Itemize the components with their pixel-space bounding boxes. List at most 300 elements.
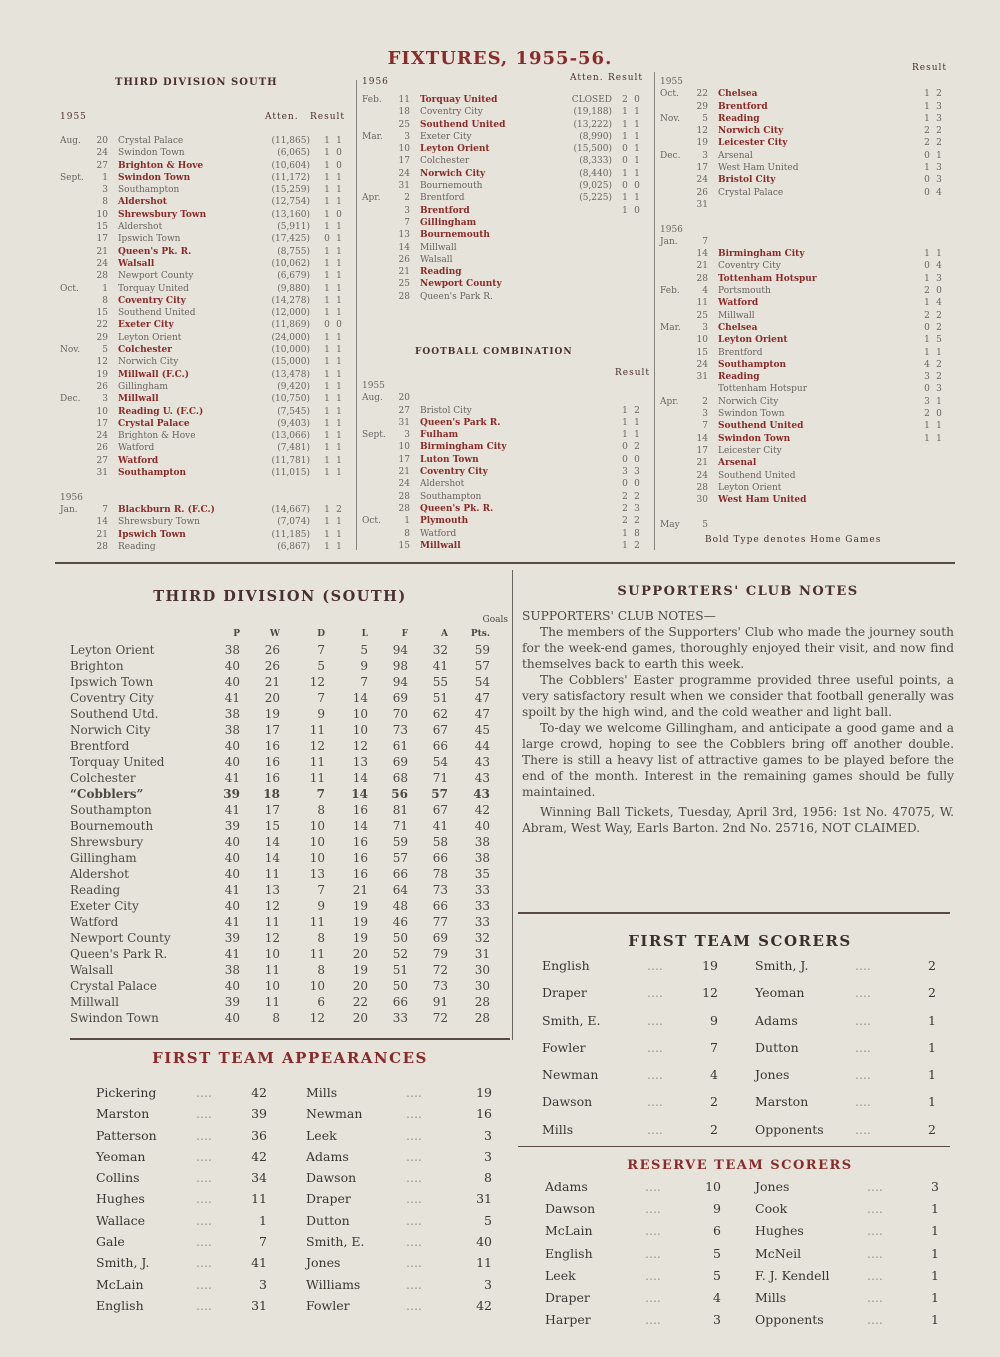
player-row — [96, 1274, 276, 1295]
fixture-result-against: 1 — [634, 131, 640, 142]
fixture-day: 30 — [696, 495, 708, 506]
fixture-month: May — [660, 519, 680, 530]
league-cell: 10 — [309, 979, 325, 993]
fixture-day: 10 — [398, 144, 410, 155]
league-cell: 10 — [352, 707, 368, 721]
fixture-day: 25 — [398, 119, 410, 130]
leader-dots: .... — [196, 1085, 212, 1100]
league-table-row — [70, 738, 500, 754]
team-name: Brighton — [70, 659, 124, 673]
fixture-row — [660, 494, 950, 506]
fixture-day: 17 — [398, 454, 410, 465]
league-header-l: L — [361, 629, 368, 639]
player-row — [542, 1007, 732, 1034]
fixture-opponent: Luton Town — [420, 454, 479, 465]
league-cell: 71 — [432, 771, 448, 785]
leader-dots: .... — [645, 1289, 661, 1305]
atten-header-2: Atten. — [570, 73, 604, 83]
fixture-day: 2 — [404, 193, 410, 204]
league-cell: 5 — [360, 643, 368, 657]
league-cell: 50 — [392, 931, 408, 945]
fixture-result-for: 1 — [924, 335, 930, 346]
appearances-left — [96, 1082, 276, 1316]
league-table-row — [70, 962, 500, 978]
fixture-day: 24 — [398, 168, 410, 179]
league-cell: 69 — [392, 691, 408, 705]
league-cell: 12 — [309, 739, 325, 753]
fixture-result-for: 1 — [324, 283, 330, 294]
fixture-result-for: 1 — [622, 193, 628, 204]
league-cell: 47 — [474, 691, 490, 705]
fixture-row — [60, 258, 350, 270]
fixtures-list-third-division-1 — [60, 135, 350, 553]
player-name: Harper — [545, 1312, 591, 1328]
player-name: Jones — [755, 1179, 790, 1194]
player-count: 31 — [251, 1297, 267, 1313]
fixture-result-against: 2 — [936, 89, 942, 100]
league-cell: 12 — [309, 675, 325, 689]
player-count: 1 — [259, 1212, 267, 1228]
league-cell: 38 — [224, 723, 240, 737]
fixture-result-for: 0 — [622, 181, 628, 192]
fixture-result-against: 1 — [936, 421, 942, 432]
fixture-row — [60, 406, 350, 418]
team-name: Coventry City — [70, 691, 154, 705]
player-count: 3 — [931, 1179, 939, 1194]
fixture-day: 10 — [96, 209, 108, 220]
fixture-row — [362, 131, 652, 143]
player-row — [755, 1061, 945, 1088]
fixture-result-for: 4 — [924, 359, 930, 370]
player-row — [306, 1210, 496, 1231]
fixture-result-against: 1 — [336, 283, 342, 294]
fixture-row — [362, 254, 652, 266]
team-name: Southampton — [70, 803, 152, 817]
fixture-opponent: Brentford — [718, 347, 763, 358]
league-table-row — [70, 770, 500, 786]
player-count: 11 — [251, 1191, 267, 1207]
player-name: Dutton — [755, 1039, 799, 1055]
league-cell: 11 — [264, 995, 280, 1009]
fixture-result-against: 1 — [336, 136, 342, 146]
fixture-result-against: 1 — [336, 394, 342, 405]
fixture-row — [660, 408, 950, 420]
league-cell: 47 — [474, 707, 490, 721]
league-cell: 67 — [432, 723, 448, 737]
player-name: Fowler — [306, 1297, 350, 1313]
fixture-row — [660, 519, 950, 531]
fixture-opponent: Arsenal — [718, 150, 753, 161]
fixture-opponent: Gillingham — [118, 381, 168, 392]
fixture-row — [660, 187, 950, 199]
first-team-scorers-title: FIRST TEAM SCORERS — [628, 932, 852, 950]
fixture-day: 14 — [96, 517, 108, 528]
fixture-attendance: (12,000) — [271, 308, 310, 319]
league-cell: 94 — [392, 643, 408, 657]
fixture-result-for: 0 — [924, 175, 930, 186]
fixture-result-for: 1 — [324, 369, 330, 380]
league-cell: 40 — [224, 851, 240, 865]
fixture-day: 7 — [702, 236, 708, 247]
league-cell: 43 — [474, 755, 490, 769]
fixture-result-for: 1 — [924, 273, 930, 284]
fixture-result-for: 1 — [324, 443, 330, 454]
fixture-opponent: Portsmouth — [718, 286, 771, 297]
player-name: Gale — [96, 1234, 125, 1250]
fixture-result-against: 2 — [634, 540, 640, 551]
fixture-result-for: 2 — [622, 95, 628, 105]
player-count: 2 — [928, 985, 936, 1001]
leader-dots: .... — [406, 1148, 422, 1164]
league-cell: 55 — [432, 675, 448, 689]
player-count: 1 — [928, 1012, 936, 1028]
league-cell: 11 — [309, 915, 325, 929]
fixture-result-against: 3 — [936, 384, 942, 395]
player-count: 2 — [928, 1121, 936, 1137]
fixture-opponent: Torquay United — [118, 283, 189, 294]
player-name: Jones — [755, 1067, 790, 1083]
fixture-result-for: 1 — [324, 172, 330, 183]
fixture-result-for: 0 — [924, 322, 930, 333]
fixture-result-for: 1 — [622, 540, 628, 551]
league-cell: 32 — [474, 931, 490, 945]
league-cell: 16 — [264, 739, 280, 753]
fixture-day: 25 — [398, 279, 410, 290]
fixture-day: 13 — [398, 230, 410, 241]
fixture-result-against: 3 — [936, 163, 942, 174]
fixture-result-against: 1 — [336, 332, 342, 343]
fixture-row — [60, 172, 350, 184]
league-cell: 67 — [432, 803, 448, 817]
player-row — [306, 1188, 496, 1209]
fixture-day: 10 — [696, 335, 708, 346]
leader-dots: .... — [867, 1201, 883, 1217]
player-count: 39 — [251, 1106, 267, 1122]
leader-dots: .... — [645, 1179, 661, 1194]
fixture-result-for: 1 — [324, 455, 330, 466]
supporters-notes-subtitle: SUPPORTERS' CLUB NOTES— — [522, 609, 716, 623]
player-count: 1 — [931, 1312, 939, 1328]
league-cell: 17 — [264, 803, 280, 817]
fixture-day: 3 — [702, 150, 708, 161]
fixture-month: 1956 — [60, 492, 83, 503]
fixture-opponent: Norwich City — [420, 168, 486, 179]
fixture-day: 7 — [404, 217, 410, 228]
league-cell: 14 — [352, 819, 368, 833]
league-cell: 39 — [224, 819, 240, 833]
fixture-result-for: 0 — [924, 261, 930, 272]
league-cell: 11 — [309, 723, 325, 737]
league-cell: 44 — [474, 739, 490, 753]
league-cell: 14 — [352, 771, 368, 785]
fixture-row — [660, 174, 950, 186]
leader-dots: .... — [867, 1223, 883, 1239]
player-count: 42 — [251, 1148, 267, 1164]
fixture-result-against: 1 — [936, 150, 942, 161]
player-row — [96, 1210, 276, 1231]
league-cell: 8 — [317, 803, 325, 817]
league-cell: 10 — [309, 851, 325, 865]
team-name: Brentford — [70, 739, 130, 753]
leader-dots: .... — [647, 985, 663, 1001]
player-count: 41 — [251, 1255, 267, 1271]
league-cell: 68 — [392, 771, 408, 785]
league-cell: 9 — [317, 899, 325, 913]
fixture-row — [60, 467, 350, 479]
league-table-title: THIRD DIVISION (SOUTH) — [153, 588, 407, 605]
league-header-pts: Pts. — [470, 629, 490, 639]
fixture-result-against: 0 — [634, 205, 640, 216]
fixture-result-against: 2 — [936, 310, 942, 321]
team-name: Torquay United — [70, 755, 165, 769]
fixture-result-for: 1 — [324, 517, 330, 528]
league-cell: 54 — [474, 675, 490, 689]
league-table-row — [70, 946, 500, 962]
fixture-result-against: 1 — [336, 418, 342, 429]
fixture-opponent: Crystal Palace — [118, 136, 184, 146]
fixture-opponent: Millwall — [718, 310, 755, 321]
fixture-row — [660, 445, 950, 457]
player-count: 1 — [928, 1039, 936, 1055]
year-1956-label: 1956 — [362, 77, 389, 87]
fixture-opponent: Leyton Orient — [420, 144, 490, 155]
fixture-day: 10 — [398, 442, 410, 453]
fixture-row — [660, 273, 950, 285]
fixture-result-against: 8 — [634, 528, 640, 539]
player-name: Draper — [545, 1289, 590, 1305]
league-cell: 7 — [360, 675, 368, 689]
fixture-day: 25 — [696, 310, 708, 321]
fixture-opponent: Southampton — [118, 185, 180, 196]
player-row — [96, 1125, 276, 1146]
fixture-opponent: Norwich City — [118, 357, 179, 368]
league-header-p: P — [233, 629, 240, 639]
fixture-day: 29 — [96, 332, 108, 343]
fixture-result-for: 1 — [924, 433, 930, 444]
fixture-result-for: 0 — [622, 156, 628, 167]
fixture-opponent: Ipswich Town — [118, 234, 181, 245]
leader-dots: .... — [196, 1148, 212, 1164]
fixture-opponent: Watford — [718, 298, 759, 309]
fixture-month: Dec. — [60, 394, 81, 405]
league-cell: 11 — [264, 963, 280, 977]
leader-dots: .... — [647, 958, 663, 973]
fixture-result-for: 1 — [324, 160, 330, 171]
fixture-result-against: 1 — [336, 431, 342, 442]
team-name: Shrewsbury — [70, 835, 144, 849]
team-name: Exeter City — [70, 899, 139, 913]
player-name: Collins — [96, 1170, 140, 1186]
league-cell: 66 — [392, 867, 408, 881]
fixture-attendance: (11,015) — [271, 468, 310, 479]
player-count: 8 — [484, 1170, 492, 1186]
player-name: Dutton — [306, 1212, 350, 1228]
fixture-result-for: 0 — [622, 454, 628, 465]
player-count: 5 — [713, 1245, 721, 1261]
league-cell: 10 — [309, 835, 325, 849]
fixture-result-against: 1 — [336, 345, 342, 356]
fixture-opponent: Exeter City — [118, 320, 174, 331]
league-cell: 50 — [392, 979, 408, 993]
player-name: Opponents — [755, 1121, 824, 1137]
fixture-attendance: (10,062) — [271, 258, 310, 269]
first-team-scorers-right — [755, 952, 945, 1143]
reserve-team-scorers-right — [755, 1176, 945, 1331]
league-cell: 39 — [224, 931, 240, 945]
fixture-day: 28 — [398, 491, 410, 502]
league-cell: 38 — [474, 851, 490, 865]
league-cell: 94 — [392, 675, 408, 689]
goals-label: Goals — [482, 615, 508, 625]
player-row — [96, 1146, 276, 1167]
supporters-notes-title: SUPPORTERS' CLUB NOTES — [617, 584, 859, 599]
league-table-row — [70, 850, 500, 866]
fixture-attendance: (5,911) — [277, 222, 310, 233]
fixture-day: 11 — [398, 95, 410, 105]
fixture-row — [60, 246, 350, 258]
fixture-day: 26 — [96, 443, 108, 454]
fixture-day: 1 — [102, 172, 108, 183]
fixture-row — [60, 381, 350, 393]
player-row — [306, 1125, 496, 1146]
fixture-row — [660, 137, 950, 149]
league-cell: 19 — [352, 931, 368, 945]
fixture-opponent: Fulham — [420, 430, 459, 441]
player-name: Yeoman — [96, 1148, 146, 1164]
fixture-day: 7 — [702, 421, 708, 432]
player-name: Pickering — [96, 1085, 157, 1100]
fixture-day: 15 — [398, 540, 410, 551]
result-header-4: Result — [615, 368, 651, 378]
fixture-month: Apr. — [362, 193, 381, 204]
fixture-attendance: (13,478) — [271, 369, 310, 380]
league-cell: 40 — [224, 739, 240, 753]
fixture-opponent: Reading U. (F.C.) — [118, 406, 204, 417]
league-cell: 31 — [474, 947, 490, 961]
league-cell: 59 — [474, 643, 490, 657]
fixtures-list-third-division-2 — [362, 94, 652, 303]
player-count: 1 — [928, 1067, 936, 1083]
fixture-result-against: 1 — [336, 222, 342, 233]
home-games-note: Bold Type denotes Home Games — [705, 535, 882, 545]
league-cell: 40 — [224, 867, 240, 881]
league-cell: 66 — [432, 899, 448, 913]
fixture-month: Aug. — [60, 136, 81, 146]
league-cell: 98 — [392, 659, 408, 673]
fixture-opponent: Queen's Park R. — [420, 291, 493, 302]
league-cell: 35 — [474, 867, 490, 881]
fixture-row — [660, 297, 950, 309]
leader-dots: .... — [406, 1255, 422, 1271]
fixture-day: 24 — [398, 479, 410, 490]
leader-dots: .... — [196, 1255, 212, 1271]
leader-dots: .... — [406, 1085, 422, 1100]
fixture-result-for: 1 — [324, 258, 330, 269]
fixture-row — [660, 310, 950, 322]
fixture-month: Oct. — [362, 516, 381, 527]
fixture-day: 21 — [696, 261, 708, 272]
league-cell: 46 — [392, 915, 408, 929]
fixture-result-against: 1 — [336, 271, 342, 282]
fixture-day: 18 — [398, 107, 410, 118]
player-row — [96, 1231, 276, 1252]
fixture-day: 3 — [404, 430, 410, 441]
fixture-row — [660, 125, 950, 137]
first-team-scorers-left — [542, 952, 732, 1143]
fixture-result-for: 1 — [924, 89, 930, 100]
fixture-day: 21 — [96, 529, 108, 540]
player-row — [545, 1243, 735, 1265]
fixture-result-for: 1 — [324, 541, 330, 552]
player-name: Adams — [755, 1012, 798, 1028]
fixture-opponent: Swindon Town — [718, 409, 785, 420]
fixture-attendance: (6,065) — [277, 148, 310, 159]
league-cell: 54 — [432, 755, 448, 769]
player-name: Mills — [306, 1085, 338, 1100]
league-cell: 16 — [264, 755, 280, 769]
fixture-attendance: (8,755) — [277, 246, 310, 257]
fixture-month: Feb. — [362, 95, 382, 105]
league-cell: 91 — [432, 995, 448, 1009]
fixture-opponent: Bournemouth — [420, 181, 483, 192]
fixture-day: 8 — [404, 528, 410, 539]
fixture-result-against: 1 — [336, 197, 342, 208]
fixture-row — [60, 332, 350, 344]
fixture-result-against: 0 — [936, 286, 942, 297]
fixture-attendance: (11,185) — [271, 529, 310, 540]
league-table — [70, 612, 508, 1026]
fixture-opponent: Swindon Town — [118, 148, 185, 159]
leader-dots: .... — [406, 1127, 422, 1143]
league-cell: 78 — [432, 867, 448, 881]
fixture-attendance: (11,865) — [271, 136, 310, 146]
fixture-opponent: Brentford — [718, 101, 768, 112]
leader-dots: .... — [196, 1106, 212, 1122]
league-cell: 58 — [432, 835, 448, 849]
fixture-row — [660, 150, 950, 162]
fixture-result-for: 1 — [324, 431, 330, 442]
fixture-opponent: Tottenham Hotspur — [718, 273, 817, 284]
player-name: Hughes — [96, 1191, 145, 1207]
fixture-result-for: 1 — [324, 357, 330, 368]
fixture-row — [660, 482, 950, 494]
fixture-result-against: 1 — [634, 156, 640, 167]
fixture-opponent: Coventry City — [718, 261, 781, 272]
league-cell: 40 — [224, 979, 240, 993]
result-header: Result — [310, 112, 346, 122]
fixture-result-against: 2 — [336, 504, 342, 515]
fixture-result-against: 1 — [336, 468, 342, 479]
leader-dots: .... — [647, 1012, 663, 1028]
fixture-row — [362, 380, 652, 392]
fixture-result-for: 1 — [622, 119, 628, 130]
league-cell: 8 — [317, 963, 325, 977]
league-cell: 73 — [392, 723, 408, 737]
league-header-f: F — [401, 629, 408, 639]
fixture-result-for: 2 — [622, 503, 628, 514]
fixture-result-against: 1 — [336, 234, 342, 245]
player-name: Dawson — [545, 1201, 596, 1217]
player-name: Adams — [306, 1148, 349, 1164]
fixture-result-for: 1 — [622, 405, 628, 416]
league-cell: 57 — [431, 787, 448, 801]
fixture-month: Apr. — [660, 396, 679, 407]
fixture-result-against: 2 — [936, 138, 942, 149]
fixture-row — [362, 540, 652, 552]
fixture-result-for: 2 — [924, 409, 930, 420]
team-name: Colchester — [70, 771, 136, 785]
leader-dots: .... — [647, 1067, 663, 1083]
